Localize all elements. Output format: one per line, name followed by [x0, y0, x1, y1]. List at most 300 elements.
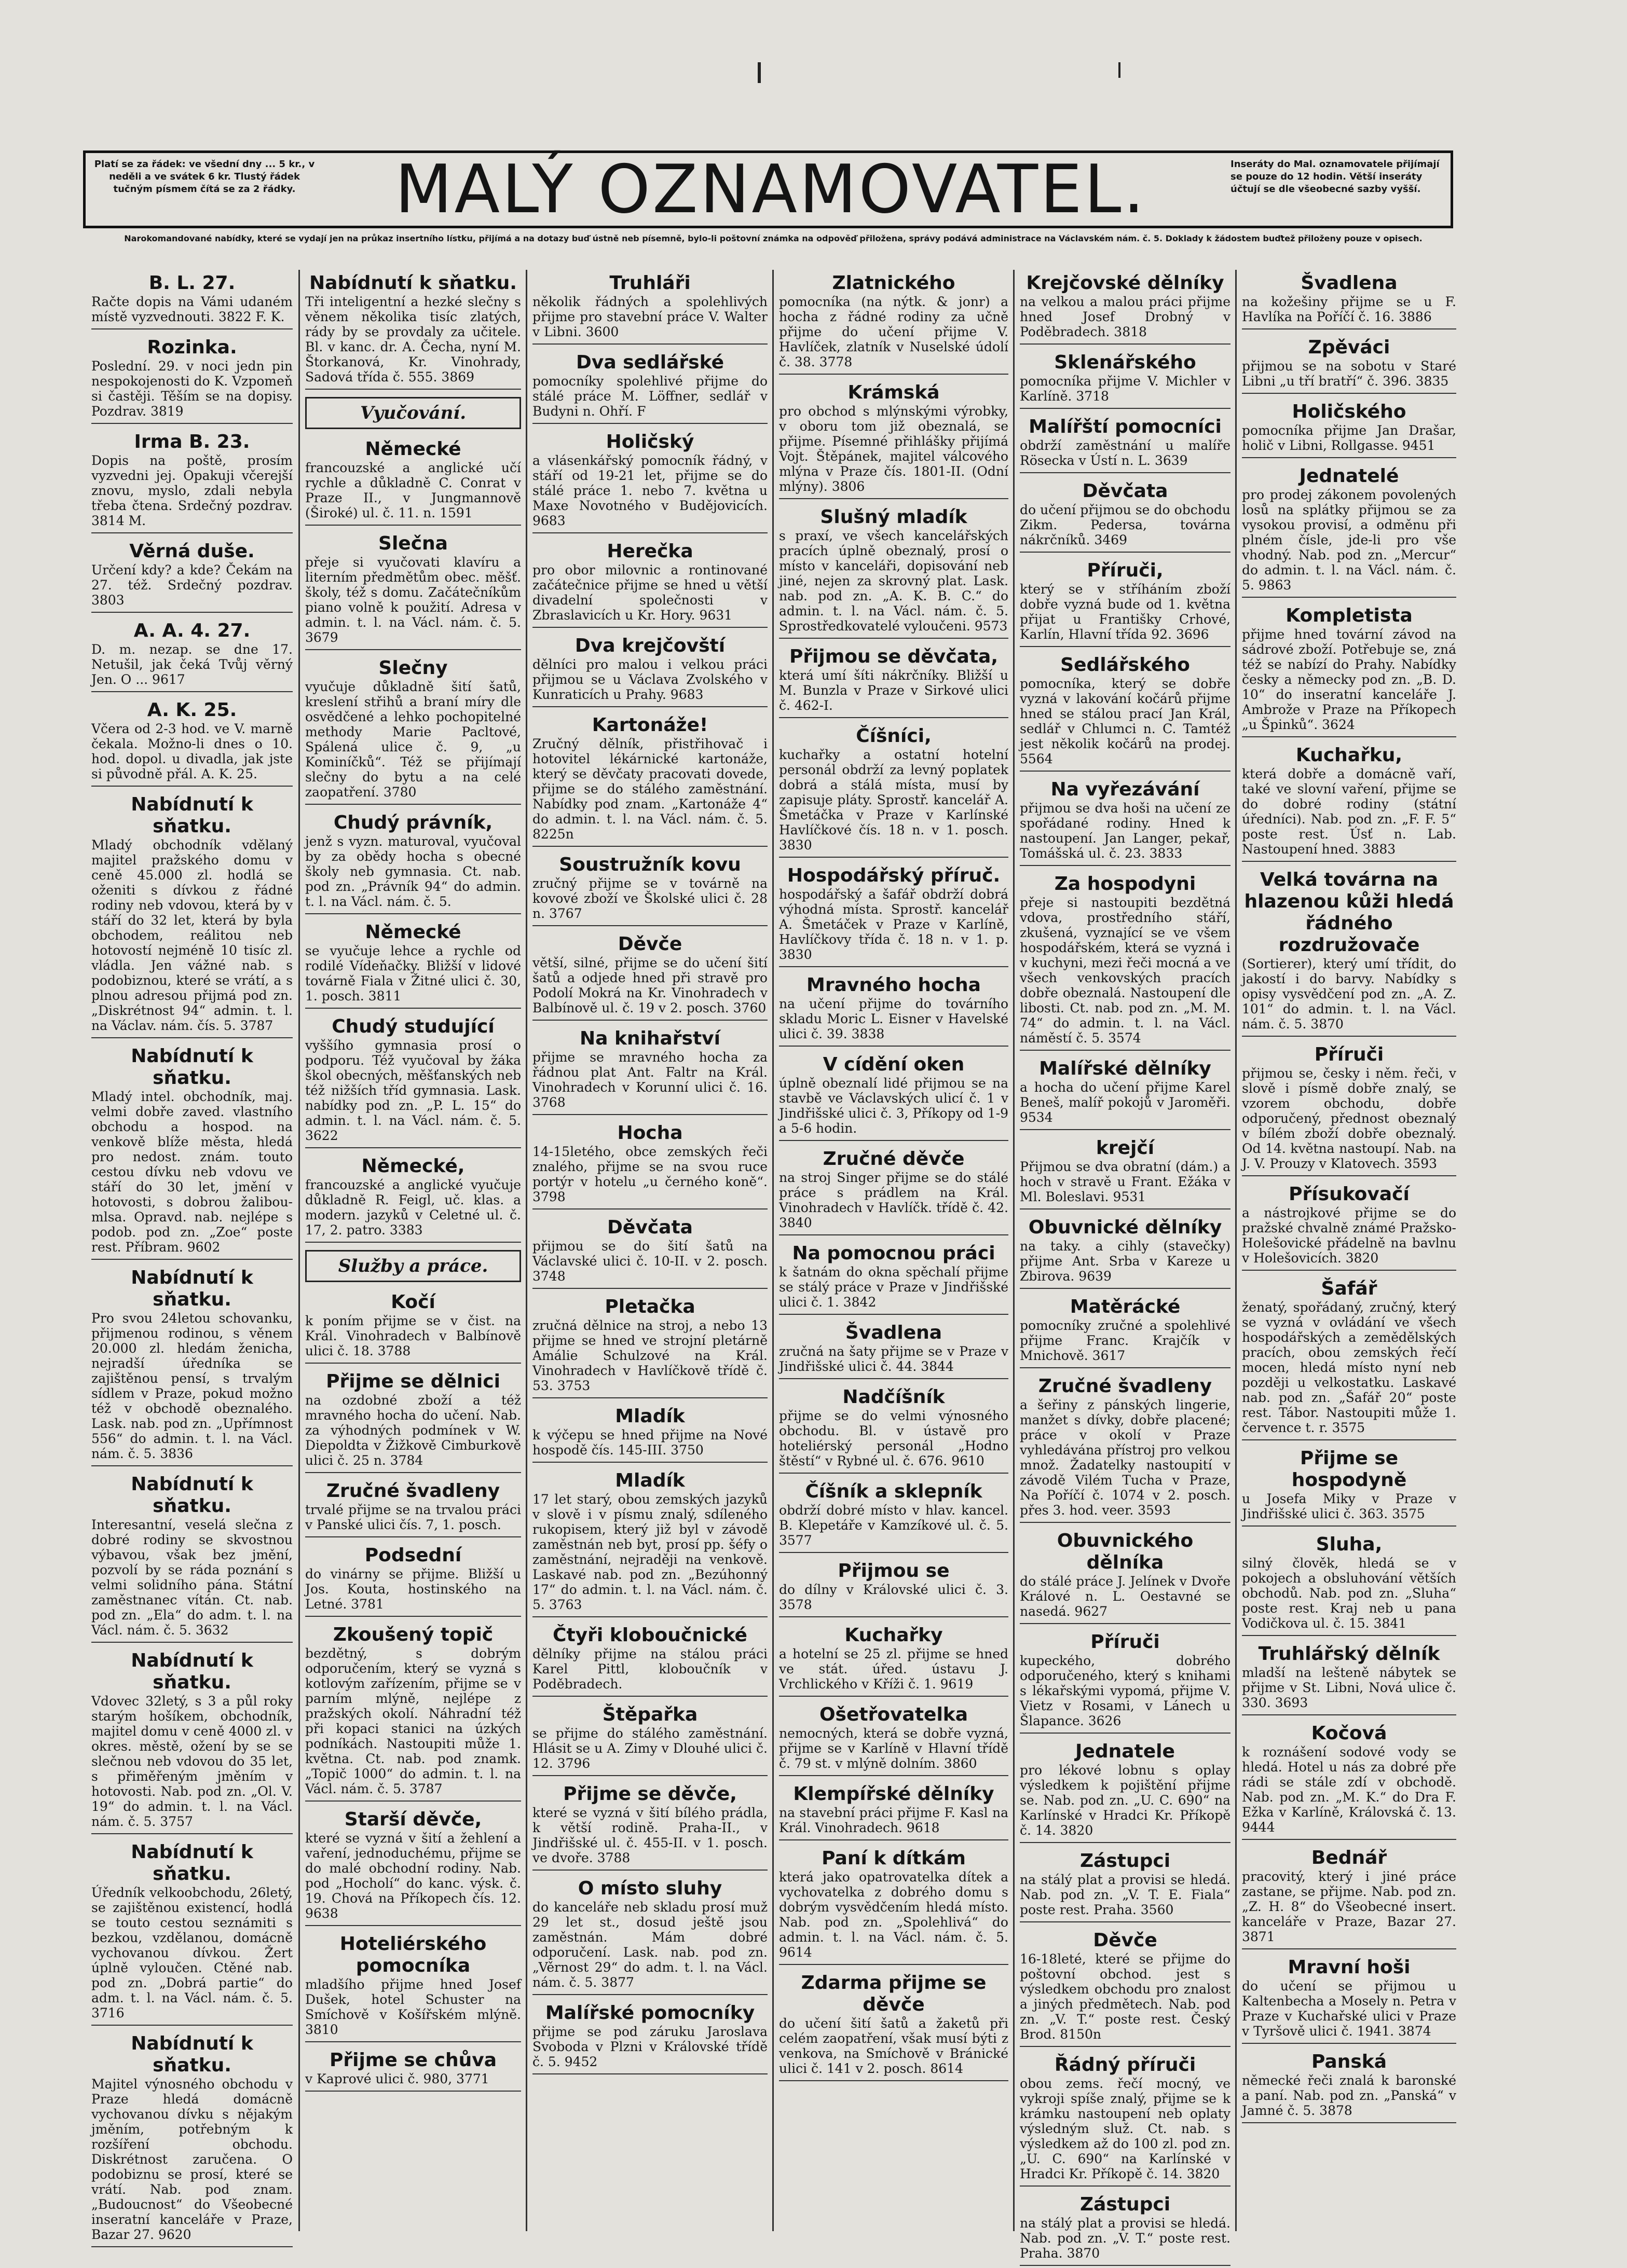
ad-body: Mladý obchodník vdělaný majitel pražského domu v ceně 45.000 zl. hodlá se oženiti s dívkou z řádné rodiny neb vdovou, která by v stáří do 32 let, která by byla obchodem, reálitou neb hotovostí nejméně 10 tisíc zl. vládla. Jen vážné nab. s podobiznou, které se vrátí, a s plnou adresou přijmá pod zn. „Diskrétnost 94“ admin. t. l. na Václav. nám. čís. 5. 3787 [91, 837, 293, 1033]
classified-ad [91, 1474, 293, 1643]
classified-ad [532, 1122, 768, 1209]
classified-ad [779, 1625, 1008, 1697]
ad-heading: Nabídnutí k sňatku. [309, 272, 517, 294]
ad-heading: Panská [1311, 2051, 1387, 2072]
ad-heading: Bednář [1311, 1847, 1387, 1868]
classified-ad [1020, 1631, 1230, 1734]
ad-body: která jako opatrovatelka dítek a vychovatelka z dobrého domu s dobrým vysvědčením hledá místo. Nab. pod zn. „Spolehlivá“ do admin. t. l. na Václ. nám. č. 5. 9614 [779, 1870, 1008, 1960]
classified-ad [532, 1625, 768, 1697]
classified-ad [1242, 337, 1456, 394]
ad-column-5 [1017, 272, 1234, 2261]
ad-heading: Klempířské dělníky [793, 1783, 994, 1805]
classified-ad [305, 1480, 521, 1537]
ad-column-2 [302, 272, 524, 2244]
classified-ad [1020, 779, 1230, 866]
ad-heading: Podsední [364, 1545, 462, 1566]
classified-ad [305, 1156, 521, 1243]
classified-ad [1020, 1850, 1230, 1922]
ad-heading: Řádný příruči [1054, 2054, 1196, 2075]
ad-heading: Sedlářského [1060, 654, 1190, 676]
ad-body: přijmou se do šití šatů na Václavské ulici č. 10-II. v 2. posch. 3748 [532, 1239, 768, 1284]
ad-body: a šeřiny z pánských lingerie, manžet s dívky, dobře placené; práce v okolí v Praze vyhledávána přístroj pro velkou množ. Žadatelky nastoupití v závodě Vilém Tucha v Praze, Na Poříčí č. 1074 v 2. posch. přes 3. hod. veer. 3593 [1020, 1397, 1230, 1518]
ad-body: se přijme do stálého zaměstnání. Hlásit se u A. Zimy v Dlouhé ulici č. 12. 3796 [532, 1726, 768, 1771]
ad-heading: Slušný mladík [820, 506, 967, 528]
ad-body: na taky. a cihly (stavečky) přijme Ant. Srba v Kareze u Zbirova. 9639 [1020, 1239, 1230, 1284]
ad-heading: Malířské dělníky [1039, 1058, 1211, 1079]
classified-ad [1020, 1376, 1230, 1523]
ad-body: s praxí, ve všech kancelářských pracích úplně obeznalý, prosí o místo v kanceláři, dopisování neb jiné, nejen za skrovný plat. Lask. nab. pod zn. „A. K. B. C.“ do admin. t. l. na Václ. nám. č. 5. Sprostředkovatelé vyloučeni. 9573 [779, 528, 1008, 634]
ad-heading: Zkoušený topič [333, 1624, 494, 1645]
ad-heading: Chudý studující [332, 1016, 495, 1037]
ad-body: vyučuje důkladně šití šatů, kreslení střihů a braní míry dle osvědčené a lehko pochopitelné methody Marie Pacltové, Spálená ulice č. 9, „u Kominíčků“. Též se přijímají slečny do bytu a na celé zaopatření. 3780 [305, 679, 521, 800]
ad-body: Úředník velkoobchodu, 26letý, se zajištěnou existencí, hodlá se touto cestou seznámiti s bezkou, vzdělanou, domácně vychovanou dívkou. Žert úplně vyloučen. Ctěné nab. pod zn. „Dobrá partie“ do adm. t. l. na Václ. nám. č. 5. 3716 [91, 1885, 293, 2020]
ad-body: pomocníka přijme V. Michler v Karlíně. 3718 [1020, 374, 1230, 404]
ad-heading: Starší děvče, [344, 1809, 482, 1830]
ad-body: přeje si vyučovati klavíru a literním předmětům obec. měšť. školy, též s domu. Začátečníkům piano volně k použití. Adresa v admin. t. l. na Václ. nám. č. 5. 3679 [305, 555, 521, 645]
classified-ad [1020, 1296, 1230, 1368]
classified-ad [779, 1783, 1008, 1840]
ad-body: francouzské a anglické učí rychle a důkladně C. Conrat v Praze II., v Jungmannově (Široké) ul. č. 11. n. 1591 [305, 460, 521, 520]
ad-body: dělníci pro malou i velkou práci přijmou se u Václava Zvolského v Kunraticích u Prahy. 9683 [532, 657, 768, 702]
classified-ad [305, 1809, 521, 1926]
ad-body: silný člověk, hledá se v pokojech a obsluhování větších obchodů. Nab. pod zn. „Sluha“ poste rest. Kraj neb u pana Vodičkova ul. č. 15. 3841 [1242, 1556, 1456, 1631]
ad-body: přijme se pod záruku Jaroslava Svoboda v Plzni v Královské třídě č. 5. 9452 [532, 2024, 768, 2069]
ad-body: pomocníky spolehlivé přijme do stálé práce M. Löffner, sedlář v Budyni n. Ohří. F [532, 374, 768, 419]
ad-heading: Zpěváci [1308, 337, 1390, 358]
ad-body: zručný přijme se v továrně na kovové zboží ve Školské ulici č. 28 n. 3767 [532, 876, 768, 921]
classified-ad [91, 1046, 293, 1260]
page-title: MALÝ OZNAMOVATEL. [395, 151, 1146, 228]
ad-column-4 [776, 272, 1011, 2244]
ad-heading: O místo sluhy [578, 1878, 722, 1899]
ad-body: které se vyzná v šití a žehlení a vaření, jednoduchému, přijme se do malé obchodní rodiny. Nab. pod „Hocholí“ do kanc. výsk. č. 19. Chová na Příkopech čís. 12. 9638 [305, 1831, 521, 1921]
ad-body: na stálý plat a provisi se hledá. Nab. pod zn. „V. T.“ poste rest. Praha. 3870 [1020, 2216, 1230, 2261]
classified-ad [1020, 2194, 1230, 2266]
classified-ad [1242, 1278, 1456, 1440]
ad-heading: Příruči [1090, 1631, 1160, 1653]
ad-heading: Dva sedlářské [576, 352, 724, 373]
ad-heading: Zručné švadleny [1038, 1376, 1212, 1397]
ad-heading: Nabídnutí k sňatku. [131, 794, 253, 837]
ad-heading: A. K. 25. [147, 699, 237, 721]
ad-heading: Krámská [847, 382, 940, 403]
ad-heading: Šafář [1321, 1278, 1377, 1299]
ad-body: přijme se mravného hocha za řádnou plat Ant. Faltr na Král. Vinohradech v Korunní ulici č. 16. 3768 [532, 1050, 768, 1110]
classified-ad [1242, 401, 1456, 458]
ad-heading: Německé, [361, 1156, 465, 1177]
ad-heading: Na knihařství [580, 1028, 720, 1049]
ad-body: se vyučuje lehce a rychle od rodilé Vídeňačky. Bližší v lidové továrně Fiala v Žitné ulici č. 30, 1. posch. 3811 [305, 943, 521, 1004]
ad-heading: Ošetřovatelka [819, 1704, 968, 1725]
classified-ad [305, 1624, 521, 1802]
ad-heading: Příruči [1314, 1044, 1384, 1065]
classified-ad [1242, 1184, 1456, 1271]
ad-heading: V cídění oken [823, 1054, 965, 1075]
ad-body: ženatý, spořádaný, zručný, který se vyzná v ovládání ve všech hospodářských a zemědělských pracích, obou zemských řečí mocen, hledá místo nyní neb později u velkostatku. Laskavé nab. pod zn. „Šafář 20“ poste rest. Tábor. Nastoupiti může 1. července t. r. 3575 [1242, 1300, 1456, 1435]
ad-body: pro obor milovnic a rontinované začátečnice přijme se hned u větší divadelní společnosti v Zbraslavicích u Kr. Hory. 9631 [532, 562, 768, 623]
ad-heading: Holičský [606, 431, 694, 452]
classified-ad [532, 933, 768, 1021]
ad-heading: Přijme se děvče, [563, 1783, 737, 1805]
ad-body: pro lékové lobnu s oplay výsledkem k pojištění přijme se. Nab. pod zn. „U. C. 690“ na Karlínské v Hradci Kr. Příkopě č. 14. 3820 [1020, 1763, 1230, 1838]
classified-ad [779, 1704, 1008, 1776]
ad-body: mladší na lešteně nábytek se přijme v St. Libni, Nová ulice č. 330. 3693 [1242, 1665, 1456, 1710]
classified-ad [1020, 1217, 1230, 1289]
ad-body: a hotelní se 25 zl. přijme se hned ve stát. úřed. ústavu J. Vrchlického v Kříži č. 1. 9619 [779, 1646, 1008, 1692]
ad-heading: Malířští pomocníci [1029, 416, 1222, 437]
classified-ad [1020, 1058, 1230, 1130]
ad-heading: Jednatele [1075, 1741, 1175, 1762]
classified-ad [91, 541, 293, 613]
ad-heading: Zdarma přijme se děvče [801, 1972, 987, 2015]
ad-body: do dílny v Královské ulici č. 3. 3578 [779, 1582, 1008, 1612]
classified-ad [1020, 272, 1230, 345]
ad-heading: Kuchařku, [1295, 745, 1403, 766]
ad-heading: Věrná duše. [129, 541, 255, 562]
ad-body: 14-15letého, obce zemských řeči znalého, přijme se na svou ruce portýr v hotelu „u černého koně“. 3798 [532, 1144, 768, 1204]
ad-body: k poním přijme se v čist. na Král. Vinohradech v Balbínově ulici č. 18. 3788 [305, 1313, 521, 1358]
ad-body: do kanceláře neb skladu prosí muž 29 let st., dosud ještě jsou zaměstnán. Mám dobré odporučení. Lask. nab. pod zn. „Věrnost 29“ do adm. t. l. na Václ. nám. č. 5. 3877 [532, 1900, 768, 1990]
ad-heading: Zástupci [1079, 1850, 1171, 1872]
ad-heading: Holičského [1292, 401, 1406, 422]
ad-column-1 [88, 272, 296, 2244]
ad-heading: Nabídnutí k sňatku. [131, 2033, 253, 2076]
classified-ad [779, 1848, 1008, 1965]
classified-ad [1020, 1530, 1230, 1624]
ad-body: do učení šití šatů a žaketů při celém zaopatření, však musí býti z venkova, na Smíchově v Bránické ulici č. 141 v 2. posch. 8614 [779, 2016, 1008, 2076]
ad-body: obdrží zaměstnání u malíře Rösecka v Ústí n. L. 3639 [1020, 438, 1230, 468]
ad-heading: Irma B. 23. [134, 431, 250, 452]
classified-ad [305, 1016, 521, 1148]
ad-body: přijme hned tovární závod na sádrové zboží. Potřebuje se, zná též se nabízí do Prahy. Nabídky česky a německy pod zn. „B. D. 10“ do inseratní kanceláře J. Ambrože v Praze na Příkopech „u Špinků“. 3624 [1242, 627, 1456, 732]
ad-heading: Sklenářského [1054, 352, 1196, 373]
classified-ad [779, 1386, 1008, 1474]
classified-ad [305, 533, 521, 650]
ad-heading: Přijme se hospodyně [1291, 1448, 1407, 1491]
ad-body: přeje si nastoupiti bezdětná vdova, prostředního stáří, zkušená, vyznající se ve všem hospodářském, která se vyzná i v kuchyni, mezi řeči mocná a ve všech venkovských pracích dobře obeznalá. Nastoupení dle libosti. Ct. nab. pod zn. „M. M. 74“ do admin. t. l. na Václ. náměstí č. 5. 3574 [1020, 895, 1230, 1046]
classified-ad [1020, 2054, 1230, 2187]
ad-body: do vinárny se přijme. Bližší u Jos. Kouta, hostinského na Letné. 3781 [305, 1566, 521, 1612]
ad-body: mladšího přijme hned Josef Dušek, hotel Schuster na Smíchově v Košířském mlýně. 3810 [305, 1977, 521, 2037]
ad-heading: Číšník a sklepník [805, 1481, 982, 1502]
ad-heading: Nadčíšník [842, 1386, 945, 1408]
ad-body: zručná na šaty přijme se v Praze v Jindřišské ulici č. 44. 3844 [779, 1344, 1008, 1374]
ad-body: zručná dělnice na stroj, a nebo 13 přijme se hned ve strojní pletárně Amálie Schulzové na Král. Vinohradech v Havlíčkově třídě č. 53. 3753 [532, 1318, 768, 1393]
ad-body: kuchařky a ostatní hotelní personál obdrží za levný poplatek dobrá a stálá místa, musí by zapisuje pláty. Sprostř. kancelář A. Šmetáčka v Praze v Karlínské Havlíčkové čís. 18 n. v 1. posch. 3830 [779, 747, 1008, 853]
ad-body: několik řádných a spolehlivých přijme pro stavební práce V. Walter v Libni. 3600 [532, 294, 768, 339]
classified-ad [1242, 1723, 1456, 1840]
ad-heading: Slečna [378, 533, 448, 554]
ad-body: vyššího gymnasia prosí o podporu. Též vyučoval by žáka škol obecných, měšťanských neb též nižších tříd gymnasia. Lask. nabídky pod zn. „P. L. 15“ do admin. t. l. na Václ. nám. č. 5. 3622 [305, 1038, 521, 1143]
classified-ad [779, 1054, 1008, 1141]
classified-ad [1242, 1044, 1456, 1176]
ad-heading: Čtyři kloboučnické [553, 1625, 747, 1646]
ad-heading: Zlatnického [832, 272, 955, 294]
ad-body: 17 let starý, obou zemských jazyků v slově i v písmu znalý, sdíleného rukopisem, který již byl v závodě zaměstnán neb byt, prosí pp. šéfy o zaměstnání, nejraději na venkově. Laskavé nab. pod zn. „Bezúhonný 17“ do admin. t. l. na Václ. nám. č. 5. 3763 [532, 1492, 768, 1612]
classified-ad [779, 646, 1008, 718]
classified-ad [91, 1650, 293, 1834]
ad-body: nemocných, která se dobře vyzná, přijme se v Karlíně v Hlavní třídě č. 79 st. v mlýně dolním. 3860 [779, 1726, 1008, 1771]
ad-body: Přijmou se dva obratní (dám.) a hoch v stravě u Frant. Ežáka v Ml. Boleslavi. 9531 [1020, 1159, 1230, 1204]
ad-body: na kožešiny přijme se u F. Havlíka na Poříčí č. 16. 3886 [1242, 294, 1456, 324]
classified-ad [1020, 480, 1230, 553]
ad-heading: Děvče [618, 933, 682, 955]
ad-body: Poslední. 29. v noci jedn pin nespokojenosti do K. Vzpomeň si častěji. Těším se na dopisy. Pozdrav. 3819 [91, 359, 293, 419]
ad-body: přijmou se dva hoši na učení ze spořádané rodiny. Hned k nastoupení. Jan Langer, pekař, Tomášská ul. č. 23. 3833 [1020, 801, 1230, 861]
ad-heading: Německé [365, 438, 461, 460]
ad-body: pro obchod s mlýnskými výrobky, v oboru tom již obeznalá, se přijme. Písemné přihlášky přijímá Vojt. Štěpánek, majitel válcového mlýna v Praze čís. 1801-II. (Odní mlýny). 3806 [779, 404, 1008, 494]
ad-heading: Děvčata [607, 1217, 693, 1238]
classified-ad [305, 1933, 521, 2042]
classified-ad [305, 1291, 521, 1364]
classified-ad [1020, 416, 1230, 473]
classified-ad [532, 1217, 768, 1289]
ad-heading: Velká továrna na hlazenou kůži hledá řádného rozdružovače [1244, 869, 1454, 956]
classified-ad [1020, 873, 1230, 1051]
ad-heading: Kompletista [1286, 605, 1413, 626]
ad-heading: Na vyřezávání [1050, 779, 1200, 800]
ad-heading: A. A. 4. 27. [133, 620, 251, 641]
column-divider [772, 270, 774, 2231]
ad-body: a hocha do učení přijme Karel Beneš, malíř pokojů v Jaroměři. 9534 [1020, 1080, 1230, 1125]
ad-body: Tři inteligentní a hezké slečny s věnem několika tisíc zlatých, rády by se provdaly za učitele. Bl. v kanc. dr. A. Čecha, nyní M. Štorkanová, Kr. Vinohrady, Sadová třída č. 555. 3869 [305, 294, 521, 384]
classified-ad [532, 1783, 768, 1871]
ad-body: trvalé přijme se na trvalou práci v Panské ulici čís. 7, 1. posch. [305, 1502, 521, 1532]
ad-body: pro prodej zákonem povolených losů na splátky přijmou se za vysokou provisí, a odměnu při plném čísle, jde-li pro vše vhodný. Nab. pod zn. „Mercur“ do admin. t. l. na Václ. nám. č. 5. 9863 [1242, 487, 1456, 593]
ad-body: Mladý intel. obchodník, maj. velmi dobře zaved. vlastního obchodu a hospod. na venkově blíže města, hledá pro nedost. znám. touto cestou dívku neb vdovu ve stáří do 30 let, jmění v hotovosti, s dobrou žalibou-mlsa. Opravd. nab. nejlépe s podob. pod zn. „Zoe“ poste rest. Příbram. 9602 [91, 1089, 293, 1255]
ad-body: pomocníka, který se dobře vyzná v lakování kočárů přijme hned se stálou prací Jan Král, sedlář v Chlumci n. C. Tamtéž jest několik kočárů na prodej. 5564 [1020, 676, 1230, 766]
classified-ad [305, 272, 521, 390]
classified-ad [779, 1972, 1008, 2081]
ad-body: na stroj Singer přijme se do stálé práce s prádlem na Král. Vinohradech v Havlíčk. třídě č. 42. 3840 [779, 1170, 1008, 1230]
ad-body: Pro svou 24letou schovanku, přijmenou rodinou, s věnem 20.000 zl. hledám ženicha, nejradší úředníka se zajištěnou pensí, s trvalým sídlem v Praze, pokud možno též v obchodě obeznalého. Lask. nab. pod zn. „Upřímnost 556“ do admin. t. l. na Václ. nám. č. 5. 3836 [91, 1311, 293, 1461]
header-price-note: Platí se za řádek: ve všední dny ... 5 kr., v neděli a ve svátek 6 kr. Tlustý řádek tučným písmem čítá se za 2 řádky. [94, 159, 315, 195]
ad-heading: Hocha [617, 1122, 683, 1144]
classified-ad [779, 974, 1008, 1047]
ad-heading: Zručné švadleny [326, 1480, 500, 1502]
ad-body: které se vyzná v šití bílého prádla, k větší rodině. Praha-II., v Jindřišské ul. č. 455-II. v 1. posch. ve dvoře. 3788 [532, 1805, 768, 1865]
classified-ad [305, 657, 521, 805]
ad-body: obdrží dobré místo v hlav. kancel. B. Klepetáře v Kamzíkové ul. č. 5. 3577 [779, 1503, 1008, 1548]
classified-ad [1020, 1741, 1230, 1843]
classified-ad [532, 1406, 768, 1463]
ad-heading: Německé [365, 922, 461, 943]
ad-body: D. m. nezap. se dne 17. Netušil, jak čeká Tvůj věrný Jen. O ... 9617 [91, 642, 293, 687]
ad-body: bezdětný, s dobrým odporučením, který se vyzná s kotlovým zařízením, přijme se v parním mlýně, nejlépe z pražských okolí. Náhradní též při kopaci stanici na úzkých podníkách. Nastoupiti může 1. května. Ct. nab. pod znamk. „Topič 1000“ do admin. t. l. na Václ. nám. č. 5. 3787 [305, 1646, 521, 1796]
classified-ad [1020, 1930, 1230, 2047]
ad-heading: Mladík [615, 1470, 685, 1491]
ad-body: a nástrojkové přijme se do pražské chvalně známé Pražsko-Holešovické přádelně na bavlnu v Holešovicích. 3820 [1242, 1205, 1456, 1266]
ad-body: na velkou a malou práci přijme hned Josef Drobný v Poděbradech. 3818 [1020, 294, 1230, 339]
ad-heading: Děvčata [1082, 480, 1168, 502]
ad-body: do učení přijmou se do obchodu Zikm. Pedersa, továrna nákrčníků. 3469 [1020, 502, 1230, 547]
classified-ad [532, 1470, 768, 1617]
classified-ad [305, 1545, 521, 1617]
classified-ad [532, 541, 768, 628]
ad-heading: Nabídnutí k sňatku. [131, 1474, 253, 1517]
classified-ad [91, 620, 293, 692]
ad-heading: Nabídnutí k sňatku. [131, 1046, 253, 1089]
ad-heading: Nabídnutí k sňatku. [131, 1267, 253, 1310]
ad-body: přijme se do velmi výnosného obchodu. Bl. v ústavě pro hoteliérský personál „Hodno štěstí“ v Rybné ul. č. 676. 9610 [779, 1408, 1008, 1468]
ad-heading: Kuchařky [844, 1625, 943, 1646]
classified-ad [1020, 352, 1230, 409]
ad-heading: Rozinka. [147, 337, 237, 358]
ad-column-6 [1239, 272, 1459, 2244]
classified-ad [532, 2002, 768, 2074]
ad-heading: Děvče [1093, 1930, 1157, 1951]
ad-body: obou zems. řečí mocný, ve vykroji spíše znalý, přijme se k krámku nastoupení neb oplaty výsledným služ. Ct. nab. s výsledkem až do 100 zl. pod zn. „U. C. 690“ na Karlínské v Hradci Kr. Příkopě č. 14. 3820 [1020, 2076, 1230, 2181]
classified-ad [779, 506, 1008, 639]
ad-body: pomocníka přijme Jan Drašar, holič v Libni, Rollgasse. 9451 [1242, 423, 1456, 453]
classified-ad [779, 1243, 1008, 1315]
classified-ad [305, 438, 521, 526]
ad-body: na stálý plat a provisi se hledá. Nab. pod zn. „V. T. E. Fiala“ poste rest. Praha. 3560 [1020, 1872, 1230, 1917]
ad-body: německé řeči znalá k baronské a paní. Nab. pod zn. „Panská“ v Jamné č. 5. 3878 [1242, 2073, 1456, 2118]
classified-ad [305, 2050, 521, 2092]
classified-ad [91, 1267, 293, 1466]
ad-body: u Josefa Miky v Praze v Jindřišské ulici č. 363. 3575 [1242, 1491, 1456, 1521]
classified-ad [779, 725, 1008, 858]
ad-heading: B. L. 27. [148, 272, 236, 294]
ad-heading: Štěpařka [602, 1704, 698, 1725]
ad-heading: Obuvnické dělníky [1028, 1217, 1222, 1238]
classified-ad [532, 1296, 768, 1398]
ad-heading: Mladík [615, 1406, 685, 1427]
ad-body: na učení přijme do továrního skladu Moric L. Eisner v Havelské ulici č. 39. 3838 [779, 996, 1008, 1041]
ad-body: Zručný dělník, přistřihovač i hotovitel lékárnické kartonáže, který se děvčaty pracovati dovede, přijme se do stálého zaměstnání. Nabídky pod znam. „Kartonáže 4“ do admin. t. l. na Václ. nám. č. 5. 8225n [532, 736, 768, 842]
classified-ad [1020, 1137, 1230, 1209]
classified-ad [91, 2033, 293, 2247]
classified-ad [779, 1322, 1008, 1379]
ad-heading: Přijmou se děvčata, [789, 646, 999, 667]
ad-heading: Mravní hoši [1288, 1957, 1411, 1978]
header-terms-note: Narokomandované nabídky, které se vydají jen na průkaz insertního lístku, přijímá a na dotazy buď ústně neb písemně, bylo-li poštovní známka na odpověď přiložena, správy podává administrace na Václavském nám. č. 5. Doklady k žádostem buďtež přiloženy pouze v opisech. [124, 233, 1423, 243]
ad-heading: Pletačka [605, 1296, 695, 1317]
ad-heading: Kočová [1311, 1723, 1387, 1744]
section-heading: Služby a práce. [305, 1250, 521, 1282]
scan-mark [1118, 62, 1120, 78]
ad-heading: Paní k dítkám [822, 1848, 966, 1869]
classified-ad [1242, 1448, 1456, 1527]
ad-body: v Kaprové ulici č. 980, 3771 [305, 2071, 489, 2086]
ad-heading: Nabídnutí k sňatku. [131, 1650, 253, 1693]
ad-heading: Zručné děvče [823, 1148, 965, 1170]
ad-heading: Za hospodyni [1054, 873, 1196, 895]
classified-ad [532, 1878, 768, 1995]
ad-heading: Truhláři [609, 272, 691, 294]
ad-body: Včera od 2-3 hod. ve V. marně čekala. Možno-li dnes o 10. hod. dopol. u divadla, jak jste si původně přál. A. K. 25. [91, 721, 293, 781]
classified-ad [532, 635, 768, 707]
ad-body: Interesantní, veselá slečna z dobré rodiny se skvostnou výbavou, však bez jmění, pozvolí by se ráda poznání s velmi solidního pána. Státní zaměstnanec vítán. Ct. nab. pod zn. „Ela“ do adm. t. l. na Václ. nám. č. 5. 3632 [91, 1517, 293, 1638]
ad-body: do učení se přijmou u Kaltenbecha a Mosely n. Petra v Praze v Kuchařské ulici v Praze v Tyršově ulici č. 1941. 3874 [1242, 1978, 1456, 2039]
ad-body: Račte dopis na Vámi udaném místě vyzvednouti. 3822 F. K. [91, 294, 293, 324]
classified-ad [1242, 745, 1456, 862]
header-deadline-note: Inseráty do Mal. oznamovatele přijímají se pouze do 12 hodin. Větší inseráty účtují se dle všeobecné sazby vyšší. [1230, 159, 1440, 195]
ad-heading: Krejčovské dělníky [1026, 272, 1224, 294]
classified-ad [532, 714, 768, 847]
classified-ad [91, 337, 293, 424]
ad-body: na ozdobné zboží a též mravného hocha do učení. Nab. za výhodných podmínek v W. Diepoldta v Žižkově Cimburkově ulici č. 25 n. 3784 [305, 1393, 521, 1468]
ad-heading: krejčí [1096, 1137, 1155, 1159]
classified-ad [1242, 1957, 1456, 2044]
ad-body: úplně obeznalí lidé přijmou se na stavbě ve Václavských ulicí č. 1 v Jindřišské ulici č. 3, Příkopy od 1-9 a 5-6 hodin. [779, 1076, 1008, 1136]
ad-body: větší, silné, přijme se do učení šití šatů a odjede hned při stravě pro Podolí Mokrá na Kr. Vinohradech v Balbínově ul. č. 19 v 2. posch. 3760 [532, 955, 768, 1015]
ad-body: (Sortierer), který umí třídit, do jakostí i do barvy. Nabídky s opisy vysvědčení pod zn. „A. Z. 101“ do admin. t. l. na Václ. nám. č. 5. 3870 [1242, 956, 1456, 1032]
classified-ad [532, 431, 768, 533]
ad-heading: Nabídnutí k sňatku. [131, 1841, 253, 1885]
column-divider [526, 270, 527, 2231]
ad-heading: Kartonáže! [592, 714, 708, 736]
column-divider [298, 270, 300, 2231]
classified-ad [1242, 272, 1456, 329]
ad-heading: Matěrácké [1070, 1296, 1181, 1317]
ad-heading: Soustružník kovu [559, 854, 741, 875]
classified-ad [532, 272, 768, 345]
classified-ad [779, 382, 1008, 499]
ad-heading: Přijme se chůva [329, 2050, 497, 2071]
ad-body: k výčepu se hned přijme na Nové hospodě čís. 145-III. 3750 [532, 1427, 768, 1458]
column-divider [1013, 270, 1015, 2231]
ad-body: přijmou se na sobotu v Staré Libni „u tří bratří“ č. 396. 3835 [1242, 359, 1456, 389]
ad-heading: Zástupci [1079, 2194, 1171, 2215]
ad-heading: Hoteliérského pomocníka [339, 1933, 487, 1976]
ad-body: kupeckého, dobrého odporučeného, který s knihami s lékařskými vypomá, přijme V. Vietz v Rosami, v Lánech u Šlapance. 3626 [1020, 1653, 1230, 1728]
section-heading: Vyučování. [305, 397, 521, 429]
ad-heading: Švadlena [1301, 272, 1398, 294]
classified-ad [1020, 654, 1230, 772]
classified-ad [1242, 1643, 1456, 1715]
ad-body: která umí šíti nákrčníky. Bližší u M. Bunzla v Praze v Sirkové ulici č. 462-I. [779, 668, 1008, 713]
ad-body: k roznášení sodové vody se hledá. Hotel u nás za dobré pře rádi se stále zdí v obchodě. Nab. pod zn. „M. K.“ do Dra F. Ežka v Karlíně, Královská č. 13. 9444 [1242, 1744, 1456, 1835]
ad-body: Dopis na poště, prosím vyzvedni jej. Opakuji včerejší znovu, myslo, zdali nebyla třeba čtena. Srdečný pozdrav. 3814 M. [91, 453, 293, 528]
classified-ad [1242, 605, 1456, 737]
classified-ad [1242, 1847, 1456, 1949]
classified-ad [91, 431, 293, 533]
scan-mark [758, 62, 761, 83]
ad-body: pomocníky zručné a spolehlivé přijme Franc. Krajčík v Mnichově. 3617 [1020, 1318, 1230, 1363]
ad-body: Určení kdy? a kde? Čekám na 27. též. Srdečný pozdrav. 3803 [91, 562, 293, 608]
ad-body: dělníky přijme na stálou práci Karel Pittl, kloboučník v Poděbradech. [532, 1646, 768, 1692]
ad-body: do stálé práce J. Jelínek v Dvoře Králové n. L. Oestavné se nasedá. 9627 [1020, 1574, 1230, 1619]
ad-heading: Sluha, [1316, 1534, 1383, 1555]
ad-heading: Kočí [391, 1291, 435, 1313]
ad-body: jenž s vyzn. maturoval, vyučoval by za obědy hocha s obecné školy neb gymnasia. Ct. nab. pod zn. „Právník 94“ do admin. t. l. na Václ. nám. č. 5. [305, 834, 521, 909]
ad-heading: Na pomocnou práci [792, 1243, 995, 1264]
ad-heading: Přísukovačí [1289, 1184, 1410, 1205]
ad-heading: Chudý právník, [333, 812, 493, 833]
ad-body: a vlásenkářský pomocník řádný, v stáří od 19-21 let, přijme se do stálé práce 1. nebo 7. května u Maxe Novotného v Budějovicích. 9683 [532, 453, 768, 528]
ad-body: pomocníka (na nýtk. & jonr) a hocha z řádné rodiny za učně přijme do učení přijme V. Havlíček, zlatník v Nuselské údolí č. 38. 3778 [779, 294, 1008, 369]
classified-ad [532, 1028, 768, 1115]
classified-ad [91, 794, 293, 1038]
classified-ad [779, 1560, 1008, 1617]
ad-heading: Obuvnického dělníka [1057, 1530, 1194, 1573]
ad-body: přijmou se, česky i něm. řeči, v slově i písmě dobře znalý, se vzorem obchodu, dobře odporučený, přednost obeznalý v bílém zboží dobře obeznalý. Od 14. května nastoupí. Nab. na J. V. Prouzy v Klatovech. 3593 [1242, 1066, 1456, 1171]
ad-body: která dobře a domácně vaří, také ve slovní vaření, přijme se do dobré rodiny (státní úředníci). Nab. pod zn. „F. F. 5“ poste rest. Úsť n. Lab. Nastoupení hned. 3883 [1242, 766, 1456, 857]
ad-column-3 [529, 272, 771, 2244]
classified-ad [305, 1371, 521, 1473]
header-box [83, 150, 1453, 228]
ad-body: Vdovec 32letý, s 3 a půl roky starým hošíkem, obchodník, majitel domu v ceně 4000 zl. v okres. městě, ožení by se se slečnou neb vdovou do 35 let, s přiměřeným jměním v hotovosti. Nab. pod zn. „Ol. V. 19“ do admin. t. l. na Václ. nám. č. 5. 3757 [91, 1694, 293, 1829]
ad-body: pracovitý, který i jiné práce zastane, se přijme. Nab. pod zn. „Z. H. 8“ do Všeobecné insert. kanceláře v Praze, Bazar 27. 3871 [1242, 1869, 1456, 1944]
classified-ad [1242, 869, 1456, 1037]
column-divider [1235, 270, 1237, 2231]
classified-ad [91, 272, 293, 329]
ad-heading: Přijmou se [838, 1560, 950, 1582]
ad-heading: Slečny [378, 657, 448, 679]
ad-body: Majitel výnosného obchodu v Praze hledá domácně vychovanou dívku s nějakým jměním, potřebným k rozšíření obchodu. Diskrétnost zaručena. O podobiznu se prosí, které se vrátí. Nab. pod znam. „Budoucnost“ do Všeobecné inseratní kanceláře v Praze, Bazar 27. 9620 [91, 2077, 293, 2242]
